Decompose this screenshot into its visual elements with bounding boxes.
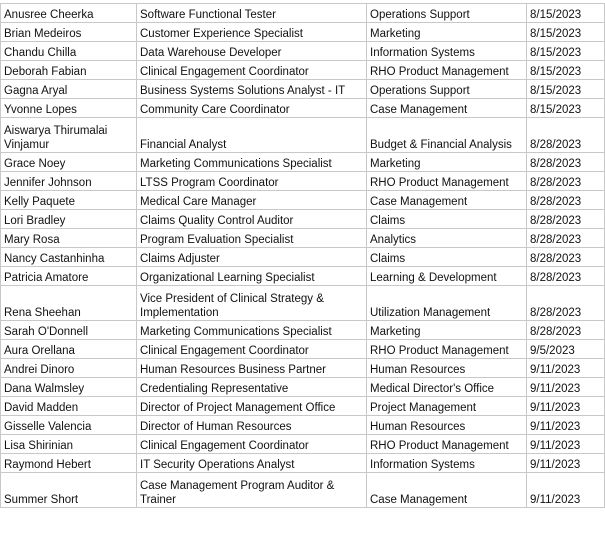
date-cell[interactable]: 8/28/2023	[527, 210, 605, 229]
employee-table	[0, 3, 605, 508]
table-row	[1, 340, 605, 359]
title-cell[interactable]: Financial Analyst	[137, 118, 367, 153]
department-cell[interactable]: Analytics	[367, 229, 527, 248]
department-cell[interactable]: Information Systems	[367, 42, 527, 61]
name-cell[interactable]: Andrei Dinoro	[1, 359, 137, 378]
name-cell[interactable]: Sarah O'Donnell	[1, 321, 137, 340]
date-cell[interactable]: 8/28/2023	[527, 321, 605, 340]
name-cell[interactable]: Kelly Paquete	[1, 191, 137, 210]
table-row	[1, 416, 605, 435]
department-cell[interactable]: Marketing	[367, 153, 527, 172]
date-cell[interactable]: 8/15/2023	[527, 61, 605, 80]
name-cell[interactable]: Lori Bradley	[1, 210, 137, 229]
department-cell[interactable]: Marketing	[367, 321, 527, 340]
date-cell[interactable]: 8/15/2023	[527, 42, 605, 61]
date-cell[interactable]: 8/28/2023	[527, 118, 605, 153]
table-row	[1, 286, 605, 321]
title-cell[interactable]: Marketing Communications Specialist	[137, 153, 367, 172]
department-cell[interactable]: Human Resources	[367, 359, 527, 378]
department-cell[interactable]: RHO Product Management	[367, 172, 527, 191]
table-row	[1, 435, 605, 454]
table-row	[1, 99, 605, 118]
date-cell[interactable]: 9/11/2023	[527, 416, 605, 435]
department-cell[interactable]: Information Systems	[367, 454, 527, 473]
table-row	[1, 61, 605, 80]
table-row	[1, 153, 605, 172]
name-cell[interactable]: Yvonne Lopes	[1, 99, 137, 118]
table-row	[1, 454, 605, 473]
table-row	[1, 378, 605, 397]
table-row	[1, 359, 605, 378]
table-row	[1, 229, 605, 248]
title-cell[interactable]: Marketing Communications Specialist	[137, 321, 367, 340]
date-cell[interactable]: 9/11/2023	[527, 473, 605, 508]
table-row	[1, 23, 605, 42]
table-row	[1, 80, 605, 99]
table-row	[1, 191, 605, 210]
department-cell[interactable]: Case Management	[367, 473, 527, 508]
name-cell[interactable]: Anusree Cheerka	[1, 4, 137, 23]
date-cell[interactable]: 9/11/2023	[527, 359, 605, 378]
department-cell[interactable]: Budget & Financial Analysis	[367, 118, 527, 153]
table-row	[1, 248, 605, 267]
name-cell[interactable]: Nancy Castanhinha	[1, 248, 137, 267]
date-cell[interactable]: 9/11/2023	[527, 378, 605, 397]
department-cell[interactable]: Human Resources	[367, 416, 527, 435]
title-cell[interactable]: Community Care Coordinator	[137, 99, 367, 118]
department-cell[interactable]: Learning & Development	[367, 267, 527, 286]
date-cell[interactable]: 9/11/2023	[527, 397, 605, 416]
department-cell[interactable]: Operations Support	[367, 4, 527, 23]
title-cell[interactable]: Human Resources Business Partner	[137, 359, 367, 378]
table-row	[1, 321, 605, 340]
name-cell[interactable]: Lisa Shirinian	[1, 435, 137, 454]
department-cell[interactable]: Claims	[367, 248, 527, 267]
title-cell[interactable]: Vice President of Clinical Strategy & Implementation	[137, 286, 367, 321]
department-cell[interactable]: Case Management	[367, 191, 527, 210]
table-row	[1, 267, 605, 286]
title-cell[interactable]: Software Functional Tester	[137, 4, 367, 23]
title-cell[interactable]: Clinical Engagement Coordinator	[137, 435, 367, 454]
title-cell[interactable]: Customer Experience Specialist	[137, 23, 367, 42]
date-cell[interactable]: 9/5/2023	[527, 340, 605, 359]
name-cell[interactable]: Grace Noey	[1, 153, 137, 172]
title-cell[interactable]: Business Systems Solutions Analyst - IT	[137, 80, 367, 99]
table-row	[1, 473, 605, 508]
name-cell[interactable]: Rena Sheehan	[1, 286, 137, 321]
title-cell[interactable]: Clinical Engagement Coordinator	[137, 61, 367, 80]
table-row	[1, 118, 605, 153]
table-row	[1, 172, 605, 191]
name-cell[interactable]: Patricia Amatore	[1, 267, 137, 286]
date-cell[interactable]: 8/28/2023	[527, 248, 605, 267]
date-cell[interactable]: 8/15/2023	[527, 4, 605, 23]
date-cell[interactable]: 8/15/2023	[527, 80, 605, 99]
title-cell[interactable]: IT Security Operations Analyst	[137, 454, 367, 473]
date-cell[interactable]: 8/28/2023	[527, 229, 605, 248]
table-row	[1, 210, 605, 229]
title-cell[interactable]: Director of Project Management Office	[137, 397, 367, 416]
name-cell[interactable]: Gagna Aryal	[1, 80, 137, 99]
title-cell[interactable]: Case Management Program Auditor & Trainer	[137, 473, 367, 508]
department-cell[interactable]: Claims	[367, 210, 527, 229]
table-row	[1, 397, 605, 416]
name-cell[interactable]: Summer Short	[1, 473, 137, 508]
name-cell[interactable]: Jennifer Johnson	[1, 172, 137, 191]
table-row	[1, 4, 605, 23]
date-cell[interactable]: 9/11/2023	[527, 454, 605, 473]
department-cell[interactable]: RHO Product Management	[367, 61, 527, 80]
title-cell[interactable]: LTSS Program Coordinator	[137, 172, 367, 191]
table-row	[1, 42, 605, 61]
department-cell[interactable]: Case Management	[367, 99, 527, 118]
name-cell[interactable]: Dana Walmsley	[1, 378, 137, 397]
name-cell[interactable]: Aiswarya Thirumalai Vinjamur	[1, 118, 137, 153]
name-cell[interactable]: Mary Rosa	[1, 229, 137, 248]
name-cell[interactable]: Deborah Fabian	[1, 61, 137, 80]
title-cell[interactable]: Credentialing Representative	[137, 378, 367, 397]
department-cell[interactable]: Medical Director's Office	[367, 378, 527, 397]
date-cell[interactable]: 8/28/2023	[527, 191, 605, 210]
title-cell[interactable]: Claims Adjuster	[137, 248, 367, 267]
date-cell[interactable]: 8/28/2023	[527, 172, 605, 191]
table-body	[1, 4, 605, 508]
title-cell[interactable]: Clinical Engagement Coordinator	[137, 340, 367, 359]
title-cell[interactable]: Program Evaluation Specialist	[137, 229, 367, 248]
department-cell[interactable]: Utilization Management	[367, 286, 527, 321]
date-cell[interactable]: 8/28/2023	[527, 267, 605, 286]
date-cell[interactable]: 9/11/2023	[527, 435, 605, 454]
name-cell[interactable]: Gisselle Valencia	[1, 416, 137, 435]
department-cell[interactable]: Project Management	[367, 397, 527, 416]
date-cell[interactable]: 8/15/2023	[527, 23, 605, 42]
name-cell[interactable]: Aura Orellana	[1, 340, 137, 359]
date-cell[interactable]: 8/28/2023	[527, 153, 605, 172]
department-cell[interactable]: RHO Product Management	[367, 340, 527, 359]
title-cell[interactable]: Medical Care Manager	[137, 191, 367, 210]
department-cell[interactable]: Operations Support	[367, 80, 527, 99]
title-cell[interactable]: Claims Quality Control Auditor	[137, 210, 367, 229]
title-cell[interactable]: Data Warehouse Developer	[137, 42, 367, 61]
date-cell[interactable]: 8/15/2023	[527, 99, 605, 118]
name-cell[interactable]: Chandu Chilla	[1, 42, 137, 61]
department-cell[interactable]: RHO Product Management	[367, 435, 527, 454]
date-cell[interactable]: 8/28/2023	[527, 286, 605, 321]
title-cell[interactable]: Organizational Learning Specialist	[137, 267, 367, 286]
name-cell[interactable]: Raymond Hebert	[1, 454, 137, 473]
name-cell[interactable]: David Madden	[1, 397, 137, 416]
department-cell[interactable]: Marketing	[367, 23, 527, 42]
name-cell[interactable]: Brian Medeiros	[1, 23, 137, 42]
title-cell[interactable]: Director of Human Resources	[137, 416, 367, 435]
